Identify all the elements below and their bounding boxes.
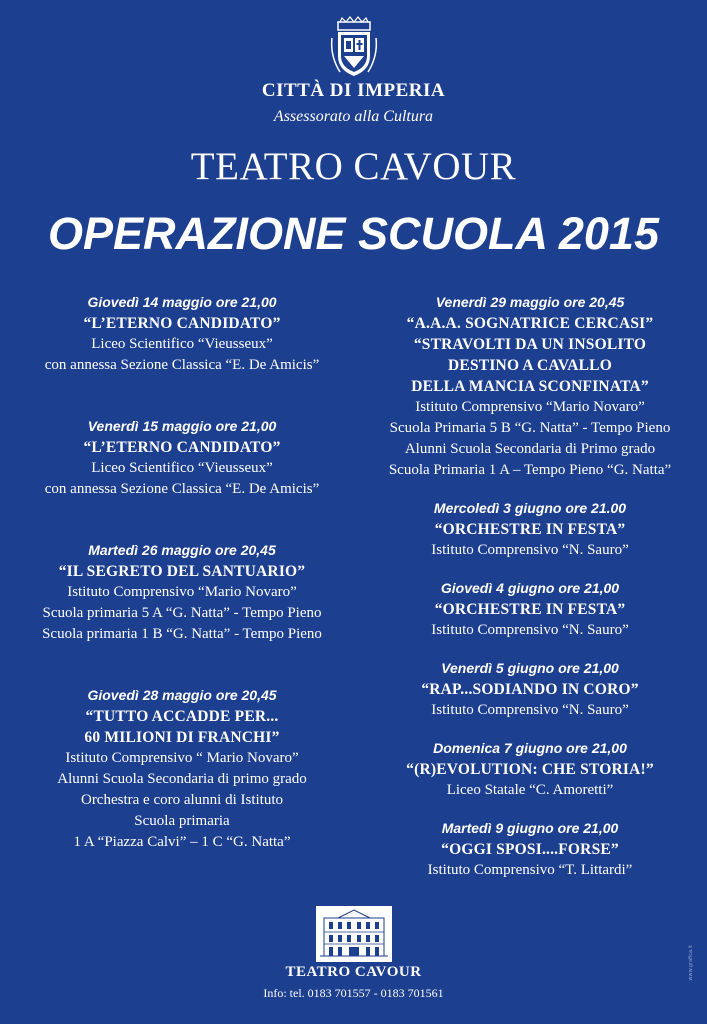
- event-date: Martedì 26 maggio ore 20,45: [88, 542, 276, 558]
- city-name: CITTÀ DI IMPERIA: [261, 80, 446, 101]
- event-date: Venerdì 29 maggio ore 20,45: [435, 294, 625, 310]
- event-title: 60 MILIONI DI FRANCHI”: [84, 729, 280, 746]
- event-block: [353, 292, 707, 481]
- event-title: “L’ETERNO CANDIDATO”: [83, 439, 281, 456]
- event-detail: Istituto Comprensivo “N. Sauro”: [431, 622, 629, 638]
- event-date: Giovedì 14 maggio ore 21,00: [87, 294, 277, 310]
- event-title: DELLA MANCIA SCONFINATA”: [411, 378, 649, 395]
- event-title: “A.A.A. SOGNATRICE CERCASI”: [406, 315, 654, 332]
- event-block: [353, 818, 707, 881]
- event-date: Domenica 7 giugno ore 21,00: [433, 740, 627, 756]
- event-detail: con annessa Sezione Classica “E. De Amicis”: [44, 481, 320, 497]
- event-block: [0, 292, 364, 376]
- footer-theatre-name: TEATRO CAVOUR: [285, 964, 422, 980]
- city-crest-icon: [330, 16, 378, 80]
- event-title: “L’ETERNO CANDIDATO”: [83, 315, 281, 332]
- event-title: “ORCHESTRE IN FESTA”: [434, 521, 626, 538]
- event-detail: Scuola primaria 5 A “G. Natta” - Tempo Pieno: [42, 605, 322, 621]
- poster-title: OPERAZIONE SCUOLA 2015: [48, 208, 659, 259]
- event-detail: Scuola primaria 1 B “G. Natta” - Tempo Pieno: [42, 626, 322, 642]
- event-detail: Liceo Scientifico “Vieusseux”: [91, 336, 273, 352]
- event-block: [353, 738, 707, 801]
- event-title: “ORCHESTRE IN FESTA”: [434, 601, 626, 618]
- event-title: “STRAVOLTI DA UN INSOLITO: [413, 336, 647, 353]
- event-detail: Istituto Comprensivo “N. Sauro”: [431, 702, 629, 718]
- event-detail: Istituto Comprensivo “Mario Novaro”: [415, 399, 645, 415]
- event-date: Venerdì 5 giugno ore 21,00: [441, 660, 619, 676]
- event-detail: Liceo Statale “C. Amoretti”: [446, 782, 614, 798]
- event-detail: 1 A “Piazza Calvi” – 1 C “G. Natta”: [73, 834, 291, 850]
- event-block: [353, 498, 707, 561]
- event-date: Giovedì 28 maggio ore 20,45: [87, 687, 277, 703]
- event-detail: Scuola Primaria 1 A – Tempo Pieno “G. Natta”: [388, 462, 672, 478]
- event-block: [0, 540, 364, 645]
- event-title: “IL SEGRETO DEL SANTUARIO”: [58, 563, 306, 580]
- event-block: [0, 685, 364, 853]
- event-title: DESTINO A CAVALLO: [448, 357, 612, 374]
- event-date: Giovedì 4 giugno ore 21,00: [440, 580, 620, 596]
- footer-contact-info: Info: tel. 0183 701557 - 0183 701561: [263, 986, 444, 1000]
- event-detail: Istituto Comprensivo “T. Littardi”: [427, 862, 633, 878]
- event-detail: con annessa Sezione Classica “E. De Amicis”: [44, 357, 320, 373]
- designer-credit: www.grafica.it: [688, 945, 694, 981]
- event-detail: Scuola Primaria 5 B “G. Natta” - Tempo Pieno: [389, 420, 671, 436]
- event-date: Martedì 9 giugno ore 21,00: [441, 820, 619, 836]
- event-title: “RAP...SODIANDO IN CORO”: [421, 681, 639, 698]
- department-name: Assessorato alla Cultura: [273, 108, 434, 125]
- event-detail: Alunni Scuola Secondaria di primo grado: [57, 771, 307, 787]
- event-detail: Istituto Comprensivo “ Mario Novaro”: [65, 750, 299, 766]
- theatre-building-icon: [316, 906, 392, 962]
- event-detail: Scuola primaria: [134, 813, 230, 829]
- event-block: [0, 416, 364, 500]
- event-block: [353, 658, 707, 721]
- event-detail: Alunni Scuola Secondaria di Primo grado: [404, 441, 656, 457]
- event-title: “OGGI SPOSI....FORSE”: [441, 841, 619, 858]
- event-detail: Liceo Scientifico “Vieusseux”: [91, 460, 273, 476]
- right-event-column: [353, 292, 707, 898]
- event-date: Mercoledì 3 giugno ore 21.00: [433, 500, 627, 516]
- event-date: Venerdì 15 maggio ore 21,00: [87, 418, 277, 434]
- event-detail: Istituto Comprensivo “Mario Novaro”: [67, 584, 297, 600]
- left-event-column: [0, 292, 364, 893]
- event-title: “TUTTO ACCADDE PER...: [85, 708, 279, 725]
- event-title: “(R)EVOLUTION: CHE STORIA!”: [406, 761, 654, 778]
- event-detail: Istituto Comprensivo “N. Sauro”: [431, 542, 629, 558]
- event-block: [353, 578, 707, 641]
- theatre-title: TEATRO CAVOUR: [190, 145, 517, 188]
- event-detail: Orchestra e coro alunni di Istituto: [80, 792, 284, 808]
